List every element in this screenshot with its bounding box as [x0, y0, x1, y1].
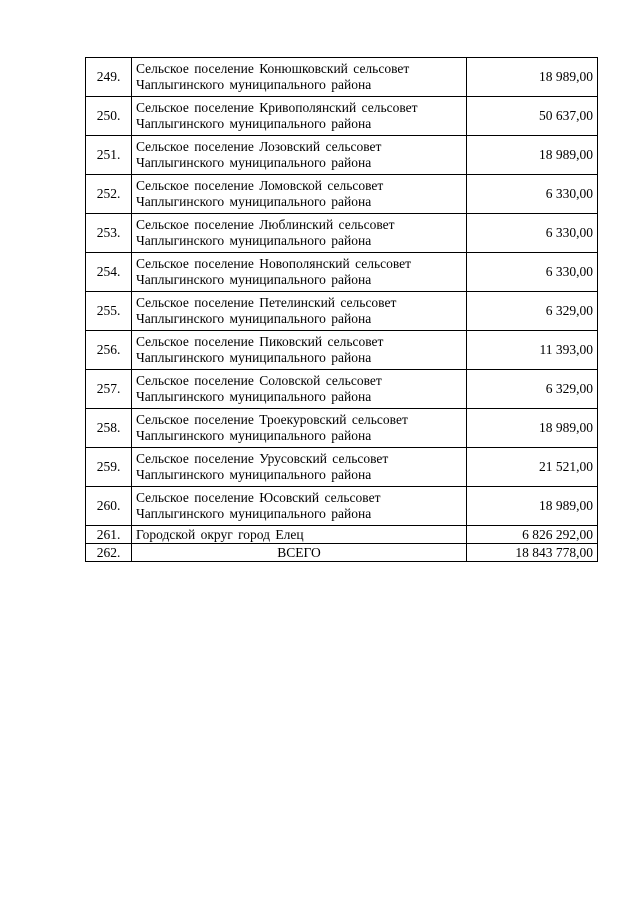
table-row: [86, 58, 598, 97]
municipality-name-line1: Сельское поселение Соловской сельсовет: [136, 373, 382, 388]
municipality-name: [132, 409, 467, 448]
amount: 6 329,00: [467, 292, 598, 331]
row-number: 260.: [86, 487, 132, 526]
municipality-name-line1: Сельское поселение Ломовской сельсовет: [136, 178, 384, 193]
table-row: [86, 448, 598, 487]
amount: 21 521,00: [467, 448, 598, 487]
municipality-name-line1: Сельское поселение Пиковский сельсовет: [136, 334, 384, 349]
table-row: [86, 487, 598, 526]
municipality-name-line1: Сельское поселение Кривополянский сельсовет: [136, 100, 418, 115]
total-amount: 18 843 778,00: [467, 544, 598, 562]
row-number: 255.: [86, 292, 132, 331]
row-number: 261.: [86, 526, 132, 544]
municipality-name-line2: Чаплыгинского муниципального района: [136, 116, 372, 131]
amount: 6 330,00: [467, 175, 598, 214]
table-row: [86, 331, 598, 370]
row-number: 249.: [86, 58, 132, 97]
table-row: [86, 214, 598, 253]
municipality-name-line2: Чаплыгинского муниципального района: [136, 350, 372, 365]
amount: 18 989,00: [467, 136, 598, 175]
municipality-name-line2: Чаплыгинского муниципального района: [136, 467, 372, 482]
municipality-name-line2: Чаплыгинского муниципального района: [136, 272, 372, 287]
table-row: [86, 292, 598, 331]
amount: 6 330,00: [467, 214, 598, 253]
total-row: [86, 544, 598, 562]
municipality-name: [132, 97, 467, 136]
table-row: [86, 97, 598, 136]
amount: 6 329,00: [467, 370, 598, 409]
municipality-name-line2: Чаплыгинского муниципального района: [136, 389, 372, 404]
municipality-name-line1: Сельское поселение Конюшковский сельсовет: [136, 61, 410, 76]
municipality-name-line1: Сельское поселение Юсовский сельсовет: [136, 490, 381, 505]
amount: 18 989,00: [467, 409, 598, 448]
amount: 6 826 292,00: [467, 526, 598, 544]
total-label: ВСЕГО: [132, 544, 467, 562]
table-row: [86, 175, 598, 214]
table-row: [86, 370, 598, 409]
table-row: [86, 136, 598, 175]
municipality-name-line2: Чаплыгинского муниципального района: [136, 155, 372, 170]
row-number: 258.: [86, 409, 132, 448]
municipality-name-line1: Сельское поселение Люблинский сельсовет: [136, 217, 395, 232]
row-number: 252.: [86, 175, 132, 214]
municipality-name-line2: Чаплыгинского муниципального района: [136, 233, 372, 248]
municipality-name-line1: Сельское поселение Троекуровский сельсовет: [136, 412, 408, 427]
municipality-name: [132, 292, 467, 331]
municipality-name-line2: Чаплыгинского муниципального района: [136, 194, 372, 209]
row-number: 250.: [86, 97, 132, 136]
municipality-name: [132, 175, 467, 214]
row-number: 262.: [86, 544, 132, 562]
municipality-name-line1: Сельское поселение Лозовский сельсовет: [136, 139, 382, 154]
municipality-name: [132, 214, 467, 253]
budget-table: [85, 57, 598, 562]
amount: 11 393,00: [467, 331, 598, 370]
municipality-name-line2: Чаплыгинского муниципального района: [136, 77, 372, 92]
row-number: 251.: [86, 136, 132, 175]
municipality-name: [132, 58, 467, 97]
row-number: 254.: [86, 253, 132, 292]
municipality-name-line1: Сельское поселение Петелинский сельсовет: [136, 295, 397, 310]
amount: 18 989,00: [467, 487, 598, 526]
amount: 6 330,00: [467, 253, 598, 292]
municipality-name: [132, 253, 467, 292]
municipality-name-line2: Чаплыгинского муниципального района: [136, 506, 372, 521]
municipality-name: [132, 136, 467, 175]
municipality-name: [132, 370, 467, 409]
row-number: 253.: [86, 214, 132, 253]
municipality-name: [132, 331, 467, 370]
row-number: 256.: [86, 331, 132, 370]
amount: 18 989,00: [467, 58, 598, 97]
table-row: [86, 409, 598, 448]
table-row: [86, 526, 598, 544]
municipality-name: [132, 448, 467, 487]
municipality-name: [132, 526, 467, 544]
row-number: 259.: [86, 448, 132, 487]
row-number: 257.: [86, 370, 132, 409]
municipality-name: [132, 487, 467, 526]
municipality-name-line1: Сельское поселение Урусовский сельсовет: [136, 451, 389, 466]
amount: 50 637,00: [467, 97, 598, 136]
table-row: [86, 253, 598, 292]
municipality-name-line2: Чаплыгинского муниципального района: [136, 428, 372, 443]
municipality-name-line2: Чаплыгинского муниципального района: [136, 311, 372, 326]
municipality-name-line1: Сельское поселение Новополянский сельсовет: [136, 256, 412, 271]
municipality-name-line1: Городской округ город Елец: [136, 527, 304, 542]
